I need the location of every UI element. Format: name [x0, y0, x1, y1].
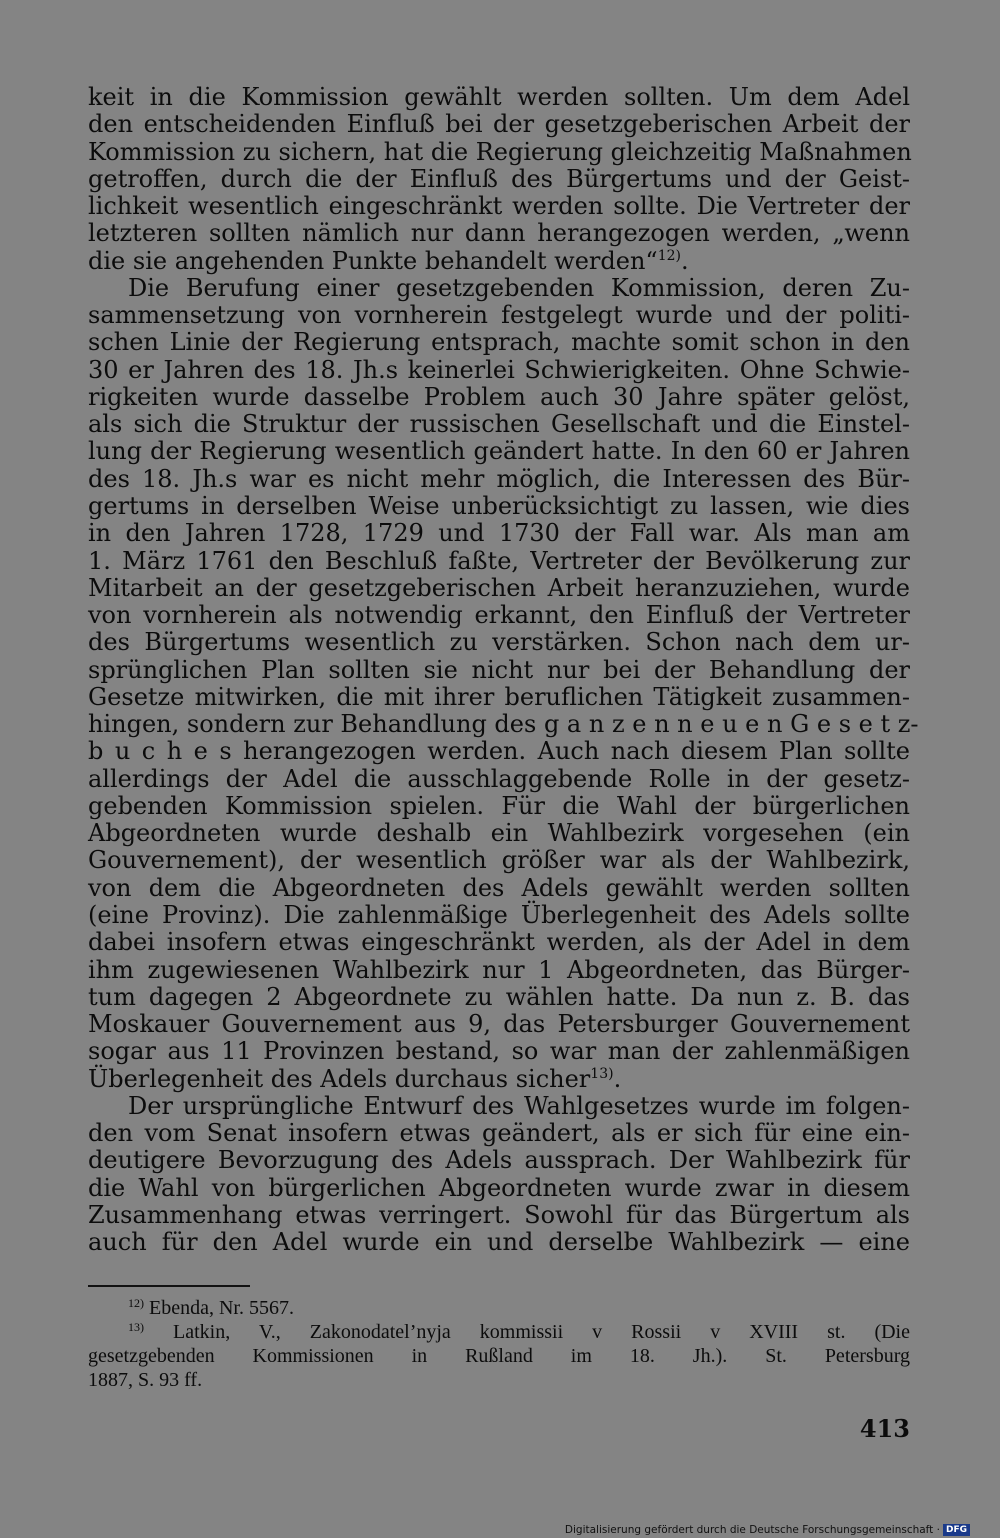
footnote-line [88, 1368, 910, 1392]
text-line [88, 520, 910, 547]
text-line-content: allerdings der Adel die ausschlaggebende Rolle in der gesetz- [88, 764, 910, 793]
text-line [88, 1229, 910, 1256]
footnotes [88, 1296, 910, 1392]
text-line [88, 111, 910, 138]
footnote-line [88, 1320, 910, 1344]
text-line-content: Kommission zu sichern, hat die Regierung gleichzeitig Maßnahmen [88, 137, 912, 166]
text-line [88, 220, 910, 247]
text-line [88, 248, 910, 275]
text-line-content: (eine Provinz). Die zahlenmäßige Überlegenheit des Adels sollte [88, 900, 910, 929]
text-line [88, 1011, 910, 1038]
text-line [88, 275, 910, 302]
text-line-content: letzteren sollten nämlich nur dann herangezogen werden, „wenn [88, 219, 910, 248]
text-line [88, 575, 910, 602]
text-line-content: den vom Senat insofern etwas geändert, als er sich für eine ein- [88, 1119, 910, 1148]
text-line-content: Die Berufung einer gesetzgebenden Kommission, deren Zu- [128, 273, 910, 302]
text-line-content: des 18. Jh.s war es nicht mehr möglich, die Interessen des Bür- [88, 464, 910, 493]
text-line [88, 1202, 910, 1229]
text-line-content: lung der Regierung wesentlich geändert hatte. In den 60 er Jahren [88, 437, 910, 466]
footnote-divider [88, 1285, 250, 1287]
footnote-line [88, 1344, 910, 1368]
text-line-content: Gouvernement), der wesentlich größer war als der Wahlbezirk, [88, 846, 910, 875]
footnote-text: Latkin, V., Zakonodatel’nyja kommissii v Rossii v XVIII st. (Die [144, 1321, 910, 1343]
footnote-ref: 13) [590, 1065, 614, 1082]
text-line-content: Überlegenheit des Adels durchaus sicher [88, 1064, 591, 1093]
text-line [88, 902, 910, 929]
credit-text: Digitalisierung gefördert durch die Deutsche Forschungsgemeinschaft · [564, 1524, 940, 1536]
body-text [88, 83, 919, 1257]
text-line-content: b u c h e s herangezogen werden. Auch nach diesem Plan sollte [88, 737, 910, 766]
text-line-content: in den Jahren 1728, 1729 und 1730 der Fall war. Als man am [88, 519, 910, 548]
text-line [88, 684, 910, 711]
text-line [88, 1120, 910, 1147]
text-line [88, 710, 919, 739]
text-line [88, 493, 910, 520]
footnote-ref: 12) [657, 247, 681, 264]
text-line [88, 302, 910, 329]
text-line [88, 548, 910, 575]
text-line-content: lichkeit wesentlich eingeschränkt werden sollte. Die Vertreter der [88, 192, 910, 221]
digitization-credit [565, 1524, 970, 1536]
text-line [88, 1038, 910, 1065]
text-line-content: Mitarbeit an der gesetzgeberischen Arbeit heranzuziehen, wurde [88, 573, 910, 602]
text-line [88, 438, 910, 465]
text-line [88, 1147, 910, 1174]
text-line [88, 1093, 910, 1120]
text-line [88, 847, 910, 874]
footnote-number: 13) [128, 1320, 144, 1334]
text-line [88, 984, 910, 1011]
text-line-content: Abgeordneten wurde deshalb ein Wahlbezirk vorgesehen (ein [88, 819, 910, 848]
text-line-content: von dem die Abgeordneten des Adels gewählt werden sollten [88, 873, 910, 902]
text-line-content: die Wahl von bürgerlichen Abgeordneten wurde zwar in diesem [88, 1173, 910, 1202]
text-line [88, 793, 910, 820]
text-line-content: getroffen, durch die der Einfluß des Bürgertums und der Geist- [88, 164, 910, 193]
text-line-content: die sie angehenden Punkte behandelt werden“ [88, 246, 658, 275]
text-line [88, 929, 910, 956]
text-line-content: schen Linie der Regierung entsprach, machte somit schon in den [88, 328, 910, 357]
text-line-content: Moskauer Gouvernement aus 9, das Petersburger Gouvernement [88, 1010, 910, 1039]
text-line [88, 602, 910, 629]
text-line [88, 84, 910, 111]
text-line-content: sprünglichen Plan sollten sie nicht nur bei der Behandlung der [88, 655, 910, 684]
text-line [88, 384, 910, 411]
text-line-content: sammensetzung von vornherein festgelegt wurde und der politi- [88, 301, 910, 330]
footnote-text: Ebenda, Nr. 5567. [144, 1297, 294, 1319]
text-line [88, 193, 910, 220]
text-line [88, 139, 910, 166]
text-line-content: dabei insofern etwas eingeschränkt werden, als der Adel in dem [88, 928, 910, 957]
text-line-content: von vornherein als notwendig erkannt, den Einfluß der Vertreter [88, 601, 910, 630]
text-line [88, 657, 910, 684]
text-line-content: rigkeiten wurde dasselbe Problem auch 30 Jahre später gelöst, [88, 382, 910, 411]
text-line-content: den entscheidenden Einfluß bei der gesetzgeberischen Arbeit der [88, 110, 910, 139]
text-line [88, 1066, 910, 1093]
text-line-content: 30 er Jahren des 18. Jh.s keinerlei Schwierigkeiten. Ohne Schwie- [88, 355, 910, 384]
text-line [88, 1175, 910, 1202]
text-line-content: Der ursprüngliche Entwurf des Wahlgesetzes wurde im folgen- [128, 1091, 910, 1120]
text-line-content: des Bürgertums wesentlich zu verstärken. Schon nach dem ur- [88, 628, 910, 657]
text-line-content: Zusammenhang etwas verringert. Sowohl für das Bürgertum als [88, 1200, 910, 1229]
text-line [88, 166, 910, 193]
footnote-text: 1887, S. 93 ff. [88, 1369, 203, 1391]
text-line [88, 957, 910, 984]
text-line [88, 766, 910, 793]
text-line-content: hingen, sondern zur Behandlung des g a n z e n n e u e n G e s e t z- [88, 710, 919, 739]
footnote-number: 12) [128, 1296, 144, 1310]
text-line-content: auch für den Adel wurde ein und derselbe Wahlbezirk — eine [88, 1228, 910, 1257]
text-line [88, 738, 910, 765]
text-line-content: als sich die Struktur der russischen Gesellschaft und die Einstel- [88, 410, 910, 439]
text-line-punctuation: . [680, 246, 689, 275]
text-line-punctuation: . [613, 1064, 622, 1093]
text-line [88, 466, 910, 493]
text-line [88, 820, 910, 847]
text-line [88, 329, 910, 356]
text-line-content: gertums in derselben Weise unberücksichtigt zu lassen, wie dies [88, 491, 910, 520]
text-line [88, 629, 910, 656]
text-line [88, 411, 910, 438]
dfg-logo-icon: DFG [943, 1524, 970, 1536]
text-line-content: keit in die Kommission gewählt werden sollten. Um dem Adel [88, 83, 910, 111]
text-line-content: gebenden Kommission spielen. Für die Wahl der bürgerlichen [88, 791, 910, 820]
text-line-content: ihm zugewiesenen Wahlbezirk nur 1 Abgeordneten, das Bürger- [88, 955, 910, 984]
text-line-content: deutigere Bevorzugung des Adels aussprach. Der Wahlbezirk für [88, 1146, 910, 1175]
text-line [88, 357, 910, 384]
text-line-content: sogar aus 11 Provinzen bestand, so war man der zahlenmäßigen [88, 1037, 910, 1066]
text-line-content: Gesetze mitwirken, die mit ihrer beruflichen Tätigkeit zusammen- [88, 682, 910, 711]
text-line-content: tum dagegen 2 Abgeordnete zu wählen hatte. Da nun z. B. das [88, 982, 910, 1011]
page-number: 413 [859, 1414, 910, 1443]
text-line-content: 1. März 1761 den Beschluß faßte, Vertreter der Bevölkerung zur [88, 546, 910, 575]
footnote-text: gesetzgebenden Kommissionen in Rußland im 18. Jh.). St. Petersburg [88, 1345, 910, 1367]
text-line [88, 875, 910, 902]
footnote-line [88, 1296, 910, 1320]
